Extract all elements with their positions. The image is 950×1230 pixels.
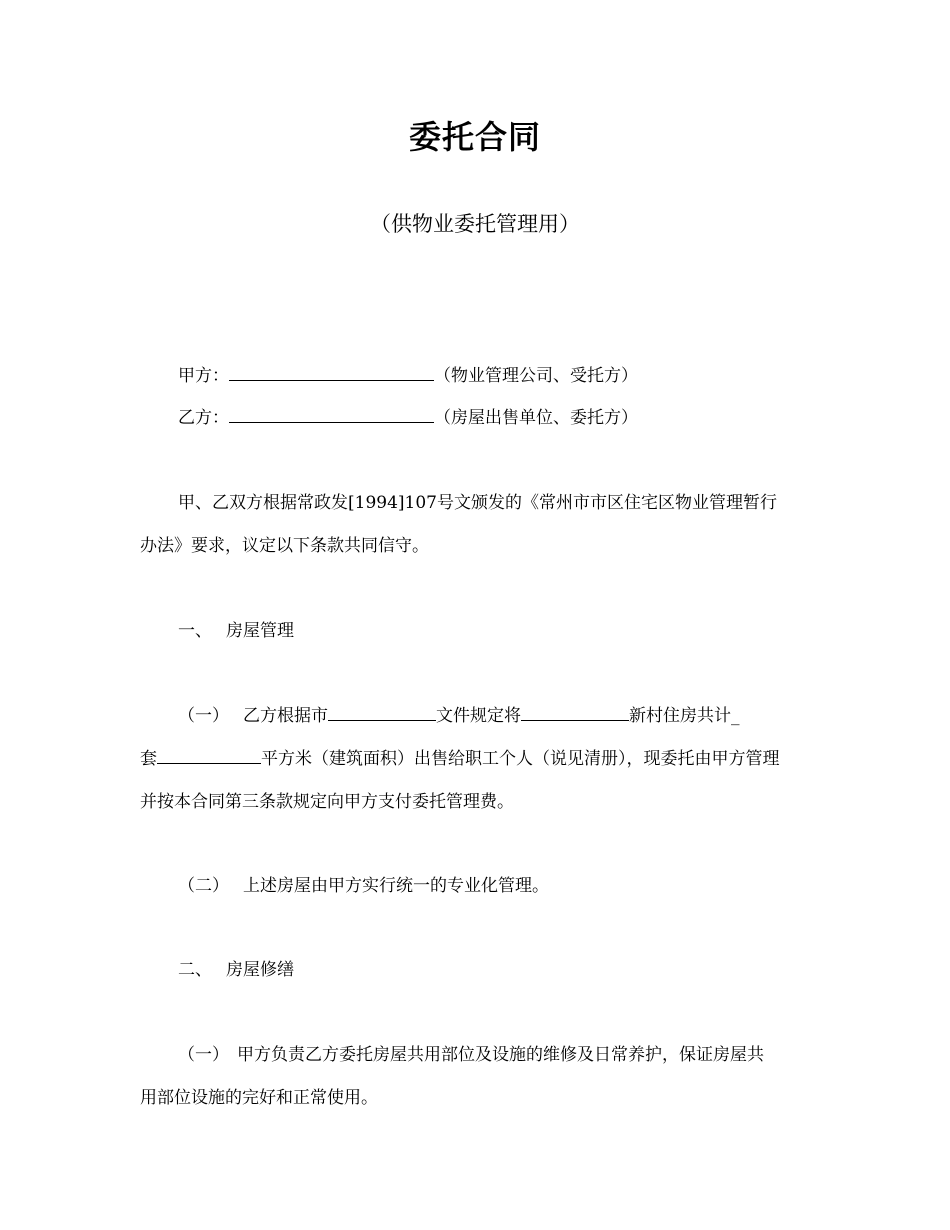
- party-b-note: （房屋出售单位、委托方）: [434, 408, 638, 428]
- section-2-title: 房屋修缮: [226, 960, 294, 980]
- party-a-label: 甲方：: [178, 366, 229, 386]
- section-1-item-1-text-d: 套: [140, 749, 157, 769]
- document-subtitle: （供物业委托管理用）: [370, 212, 580, 236]
- section-2-item-1-number: （一）: [178, 1045, 229, 1065]
- party-a-line: [178, 362, 638, 390]
- section-1-title: 房屋管理: [226, 621, 294, 641]
- village-name-blank: [521, 703, 629, 721]
- section-1-item-1-text-a: 乙方根据市: [243, 706, 328, 726]
- section-2-item-1-text: 甲方负责乙方委托房屋共用部位及设施的维修及日常养护，保证房屋共: [237, 1045, 764, 1065]
- section-1-item-1-text-c: 新村住房共计_: [629, 706, 740, 726]
- party-a-note: （物业管理公司、受托方）: [434, 366, 638, 386]
- intro-line-1: 甲、乙双方根据常政发[1994]107号文颁发的《常州市市区住宅区物业管理暂行: [178, 493, 777, 513]
- section-1-item-1-text-b: 文件规定将: [436, 706, 521, 726]
- section-1-item-1-text-e: 平方米（建筑面积）出售给职工个人（说见清册），现委托由甲方管理: [261, 749, 780, 769]
- section-2-heading: [178, 956, 294, 984]
- section-1-item-1-number: （一）: [178, 706, 229, 726]
- intro-line-2: 办法》要求，议定以下条款共同信守。: [140, 536, 429, 556]
- section-2-item-1-line-1: [178, 1041, 764, 1069]
- section-2-number: 二、: [178, 960, 212, 980]
- section-1-item-2: [178, 872, 549, 900]
- section-1-item-2-text: 上述房屋由甲方实行统一的专业化管理。: [243, 876, 549, 896]
- section-1-item-1-line-2: [140, 745, 780, 773]
- party-b-label: 乙方：: [178, 408, 229, 428]
- party-a-blank: [229, 363, 434, 381]
- section-1-heading: [178, 617, 294, 645]
- document-title: 委托合同: [408, 118, 541, 156]
- party-b-line: [178, 404, 638, 432]
- section-1-item-1-line-1: [178, 702, 740, 730]
- section-2-item-1-line-2: 用部位设施的完好和正常使用。: [140, 1088, 378, 1108]
- area-blank: [157, 746, 261, 764]
- section-1-number: 一、: [178, 621, 212, 641]
- section-1-item-2-number: （二）: [178, 876, 229, 896]
- city-document-blank: [328, 703, 436, 721]
- party-b-blank: [229, 405, 434, 423]
- section-1-item-1-line-3: 并按本合同第三条款规定向甲方支付委托管理费。: [140, 792, 514, 812]
